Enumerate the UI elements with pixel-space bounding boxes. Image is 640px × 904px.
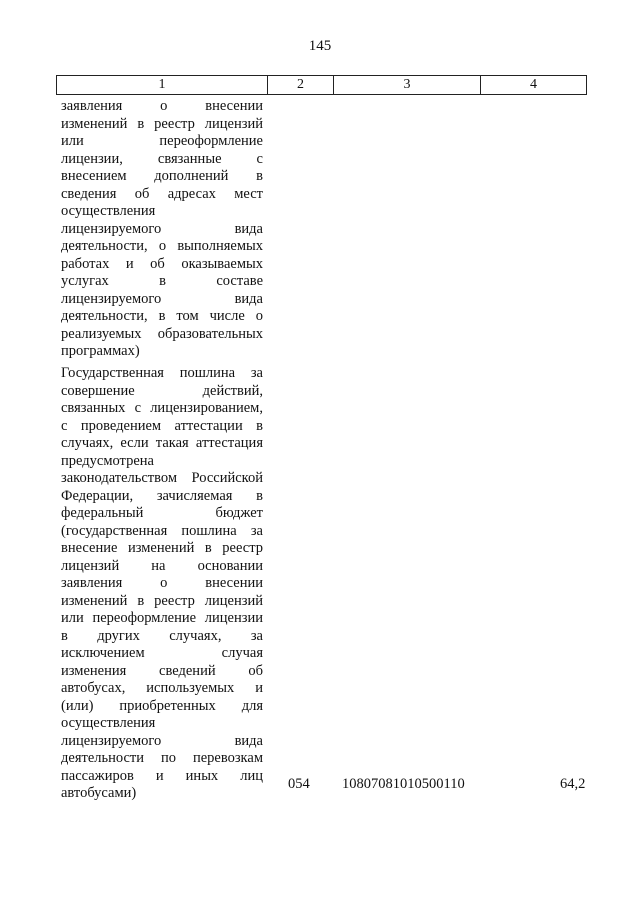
text-line: заявления о внесении <box>61 98 263 114</box>
page-number: 145 <box>308 38 332 54</box>
text-line: деятельности по перевозкам <box>61 750 263 766</box>
text-line: или переоформление <box>61 133 263 149</box>
text-line: осуществления <box>61 715 156 731</box>
header-col-1: 1 <box>56 75 267 95</box>
text-line: лицензируемого вида <box>61 290 263 307</box>
text-line: Государственная пошлина за <box>61 365 263 381</box>
text-line: лицензируемого вида <box>61 220 263 237</box>
text-line: с проведением аттестации в <box>61 417 263 434</box>
text-line: деятельности, о выполняемых <box>61 238 263 254</box>
header-col-2: 2 <box>267 75 333 95</box>
text-line: или переоформление лицензии <box>61 610 263 626</box>
text-line: лицензируемого вида <box>61 732 263 749</box>
description-fee-item <box>61 365 263 803</box>
text-line: лицензии, связанные с <box>61 150 263 167</box>
text-line: деятельности, в том числе о <box>61 308 263 324</box>
header-col-4: 4 <box>480 75 587 95</box>
text-line: услугах в составе <box>61 273 263 289</box>
text-line: в других случаях, за <box>61 627 263 644</box>
text-line: пассажиров и иных лиц <box>61 767 263 784</box>
text-line: программах) <box>61 343 140 359</box>
text-line: автобусах, используемых и <box>61 680 263 696</box>
text-line: лицензий на основании <box>61 557 263 574</box>
text-line: сведения об адресах мест <box>61 185 263 202</box>
text-line: (или) приобретенных для <box>61 697 263 714</box>
text-line: Федерации, зачисляемая в <box>61 487 263 504</box>
text-line: совершение действий, <box>61 382 263 399</box>
text-line: связанных с лицензированием, <box>61 400 263 416</box>
header-col-3: 3 <box>333 75 480 95</box>
text-line: случаях, если такая аттестация <box>61 435 263 451</box>
text-line: внесением дополнений в <box>61 168 263 184</box>
text-line: осуществления <box>61 203 156 219</box>
text-line: реализуемых образовательных <box>61 325 263 342</box>
text-line: автобусами) <box>61 785 137 801</box>
text-line: изменений в реестр лицензий <box>61 592 263 609</box>
text-line: законодательством Российской <box>61 470 263 486</box>
table-header-row <box>56 75 587 95</box>
text-line: внесение изменений в реестр <box>61 540 263 556</box>
admin-code: 054 <box>288 776 310 792</box>
text-line: предусмотрена <box>61 452 154 469</box>
text-line: (государственная пошлина за <box>61 522 263 539</box>
text-line: заявления о внесении <box>61 575 263 591</box>
description-continued <box>61 98 263 361</box>
text-line: федеральный бюджет <box>61 505 263 521</box>
text-line: исключением случая <box>61 645 263 661</box>
text-line: работах и об оказываемых <box>61 255 263 272</box>
text-line: изменений в реестр лицензий <box>61 115 263 132</box>
amount-value: 64,2 <box>560 776 586 792</box>
kbk-code: 10807081010500110 <box>342 776 465 792</box>
text-line: изменения сведений об <box>61 662 263 679</box>
